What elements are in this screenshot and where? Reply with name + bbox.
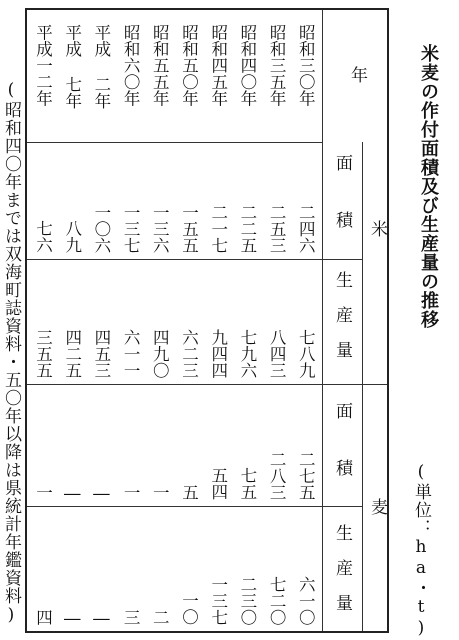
wheat-area-cell: 二八三	[267, 450, 287, 500]
year-label: 昭和四五年	[208, 24, 228, 107]
rice-area-cell: 二五三	[267, 203, 287, 253]
rice-area-cell: 二二五	[237, 203, 257, 253]
year-label: 平成 二年	[91, 24, 111, 109]
wheat-production-cell: 六一〇	[296, 575, 316, 625]
wheat-area-cell: ―	[62, 483, 82, 503]
crop-divider	[27, 384, 387, 385]
rice-production-cell: 七九六	[237, 328, 257, 378]
rice-production-cell: 六二三	[179, 328, 199, 378]
table-title: 米麦の作付面積及び生産量の推移	[418, 44, 439, 329]
rice-production-cell: 四五三	[91, 328, 111, 378]
year-label: 昭和三〇年	[296, 24, 316, 107]
wheat-area-cell: 一	[150, 483, 170, 500]
rice-area-cell: 七六	[33, 220, 53, 253]
rice-production-cell: 九四四	[208, 328, 228, 378]
crop-table	[25, 8, 389, 633]
rice-production-cell: 四二五	[62, 328, 82, 378]
wheat-area-header: 面積	[332, 402, 352, 516]
year-label: 昭和五五年	[150, 24, 170, 107]
wheat-production-cell: 二	[150, 608, 170, 625]
source-note: (昭和四〇年までは双海町誌資料・五〇年以降は県統計年鑑資料)	[1, 80, 21, 626]
rice-header: 米	[367, 220, 387, 237]
wheat-production-cell: 四	[33, 608, 53, 625]
rice-production-cell: 八四三	[267, 328, 287, 378]
rice-area-cell: 二四六	[296, 203, 316, 253]
wheat-area-cell: ―	[91, 483, 111, 503]
wheat-production-cell: ―	[62, 608, 82, 628]
year-header: 年	[347, 66, 367, 83]
rice-area-header: 面積	[332, 154, 352, 268]
wheat-production-header: 生産量	[332, 524, 352, 629]
wheat-production-cell: 七二〇	[267, 575, 287, 625]
wheat-area-cell: 二七五	[296, 450, 316, 500]
wheat-area-cell: 五四	[208, 467, 228, 500]
wheat-header: 麦	[367, 498, 387, 515]
rice-production-cell: 七八九	[296, 328, 316, 378]
subcolumn-divider	[362, 142, 363, 631]
year-column-divider	[322, 10, 323, 631]
wheat-area-cell: 七五	[237, 467, 257, 500]
wheat-production-cell: ―	[91, 608, 111, 628]
wheat-area-cell: 一	[33, 483, 53, 500]
rice-area-cell: 一三六	[150, 203, 170, 253]
wheat-production-cell: 一〇	[179, 592, 199, 625]
wheat-subrow-divider	[27, 506, 362, 507]
year-label: 昭和四〇年	[237, 24, 257, 107]
year-label: 平成 七年	[62, 24, 82, 109]
rice-production-cell: 六一一	[121, 328, 141, 378]
rice-area-cell: 八九	[62, 220, 82, 253]
wheat-production-cell: 三	[121, 608, 141, 625]
rice-production-cell: 三五五	[33, 328, 53, 378]
year-label: 昭和六〇年	[121, 24, 141, 107]
rice-area-cell: 二一七	[208, 203, 228, 253]
year-label: 平成一二年	[33, 24, 53, 107]
year-label: 昭和五〇年	[179, 24, 199, 107]
rice-production-header: 生産量	[332, 271, 352, 376]
unit-note: (単位：ha・t)	[411, 462, 431, 639]
wheat-production-cell: 二三〇	[237, 575, 257, 625]
wheat-area-cell: 一	[121, 483, 141, 500]
year-label: 昭和三五年	[267, 24, 287, 107]
rice-area-cell: 一五五	[179, 203, 199, 253]
header-row-divider	[27, 142, 322, 143]
rice-area-cell: 一〇六	[91, 203, 111, 253]
rice-subrow-divider	[27, 259, 362, 260]
rice-area-cell: 一三七	[121, 203, 141, 253]
wheat-area-cell: 五	[179, 483, 199, 500]
wheat-production-cell: 一三七	[208, 575, 228, 625]
rice-production-cell: 四九〇	[150, 328, 170, 378]
